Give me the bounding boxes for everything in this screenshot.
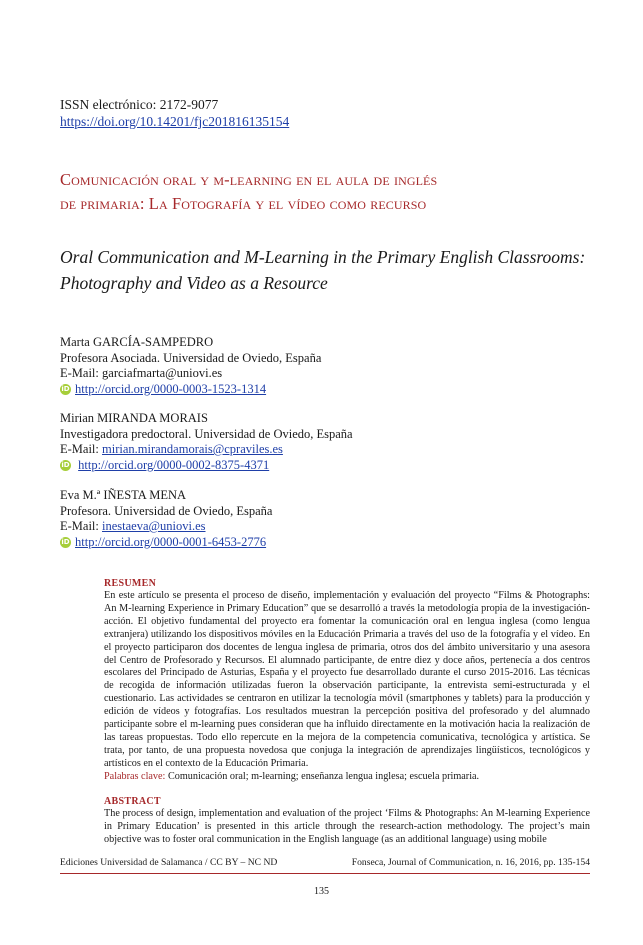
author-email-row (60, 519, 272, 535)
author-email-row (60, 366, 321, 382)
orcid-icon: iD (61, 460, 70, 469)
author-email-link[interactable]: inestaeva@uniovi.es (102, 519, 206, 533)
title-english-line-1: Oral Communication and M-Learning in the Primary English Classrooms: (60, 247, 586, 267)
author-email: garciafmarta@uniovi.es (102, 366, 223, 380)
author-block-2 (60, 411, 353, 473)
author-email-row (60, 442, 353, 458)
title-spanish-line-1: Comunicación oral y m-learning en el aula de inglés (60, 170, 438, 189)
page-number: 135 (314, 886, 329, 897)
footer-divider (60, 873, 590, 874)
orcid-link[interactable]: http://orcid.org/0000-0001-6453-2776 (75, 534, 267, 549)
title-spanish-line-2: de primaria: La Fotografía y el vídeo como recurso (60, 194, 427, 213)
issn-label: ISSN electrónico: 2172-9077 (60, 97, 219, 112)
resumen-section (104, 578, 590, 771)
author-block-3 (60, 488, 272, 550)
keywords-text: Comunicación oral; m-learning; enseñanza lengua inglesa; escuela primaria. (165, 771, 480, 782)
email-label: E-Mail: (60, 442, 103, 456)
title-english-line-2: Photography and Video as a Resource (60, 273, 328, 293)
author-position: Profesora Asociada. Universidad de Oviedo, España (60, 350, 322, 365)
author-orcid-row (60, 382, 321, 398)
orcid-link[interactable]: http://orcid.org/0000-0003-1523-1314 (75, 381, 267, 396)
orcid-icon: iD (61, 384, 70, 393)
abstract-text: The process of design, implementation and evaluation of the project ‘Films & Photographs: An M-learning Experience in Primary Education’ is presented in this article through the research-action methodology. The project’s main objective was to foster oral communication in the English language (as an additional language) using mobile (104, 808, 590, 845)
keywords-label: Palabras clave: (104, 771, 166, 782)
resumen-text: En este artículo se presenta el proceso de diseño, implementación y evaluación del proyecto “Films & Photographs: An M-learning Experience in Primary Education” que se desarrolló a través la metodología propia de la investigación-acción. El objetivo fundamental del proyecto era fomentar la comunicación oral en lengua inglesa (como lengua extranjera) utilizando los dispositivos móviles en la Educación Primaria a través del uso de la fotografía y el vídeo. En el proyecto participaron dos docentes de lengua inglesa de primaria, otros dos del ámbito universitario y una asesora del Centro de Profesorado y Recursos. El alumnado participante, de entre diez y doce años, pertenecía a dos centros escolares del Principado de Asturias, España y el proyecto fue desarrollado durante el curso 2015-2016. Las técnicas de recogida de información utilizadas fueron la observación participante, la entrevista semi-estructurada y el cuestionario. Las actividades se centraron en utilizar la tecnología móvil (smartphones y tablets) para la producción y edición de vídeos y fotografías. Los resultados muestran la percepción positiva del profesorado y del alumnado participante sobre el m-learning pues consideran que ha influido directamente en la motivación hacia la realización de las tareas propuestas. Todo ello repercute en la mejora de la competencia comunicativa, tecnológica y artística. Se trata, por tanto, de una propuesta novedosa que conjuga la integración de aprendizajes lingüísticos, tecnológicos y artísticos en el contexto de la Educación Primaria. (104, 590, 590, 769)
page-footer (60, 857, 590, 869)
author-email-link[interactable]: mirian.mirandamorais@cpraviles.es (102, 442, 283, 456)
orcid-icon: iD (61, 537, 70, 546)
orcid-link[interactable]: http://orcid.org/0000-0002-8375-4371 (78, 457, 270, 472)
author-position: Profesora. Universidad de Oviedo, España (60, 503, 273, 518)
resumen-heading: RESUMEN (104, 578, 157, 589)
author-name: Marta GARCÍA-SAMPEDRO (60, 335, 214, 349)
author-orcid-row (60, 458, 353, 474)
title-spanish (60, 168, 600, 216)
footer-journal: Fonseca, Journal of Communication, n. 16, 2016, pp. 135-154 (351, 857, 590, 868)
email-label: E-Mail: (60, 519, 103, 533)
title-english (60, 244, 610, 296)
abstract-section (104, 796, 590, 847)
author-name: Mirian MIRANDA MORAIS (60, 411, 208, 425)
author-name: Eva M.ª IÑESTA MENA (60, 488, 187, 502)
abstract-heading: ABSTRACT (104, 796, 161, 807)
doi-link[interactable]: https://doi.org/10.14201/fjc201816135154 (60, 114, 290, 129)
author-block-1 (60, 335, 321, 397)
author-orcid-row (60, 535, 272, 551)
author-position: Investigadora predoctoral. Universidad de Oviedo, España (60, 426, 353, 441)
footer-publisher: Ediciones Universidad de Salamanca / CC BY – NC ND (60, 857, 278, 868)
email-label: E-Mail: (60, 366, 103, 380)
keywords-section (104, 771, 590, 784)
